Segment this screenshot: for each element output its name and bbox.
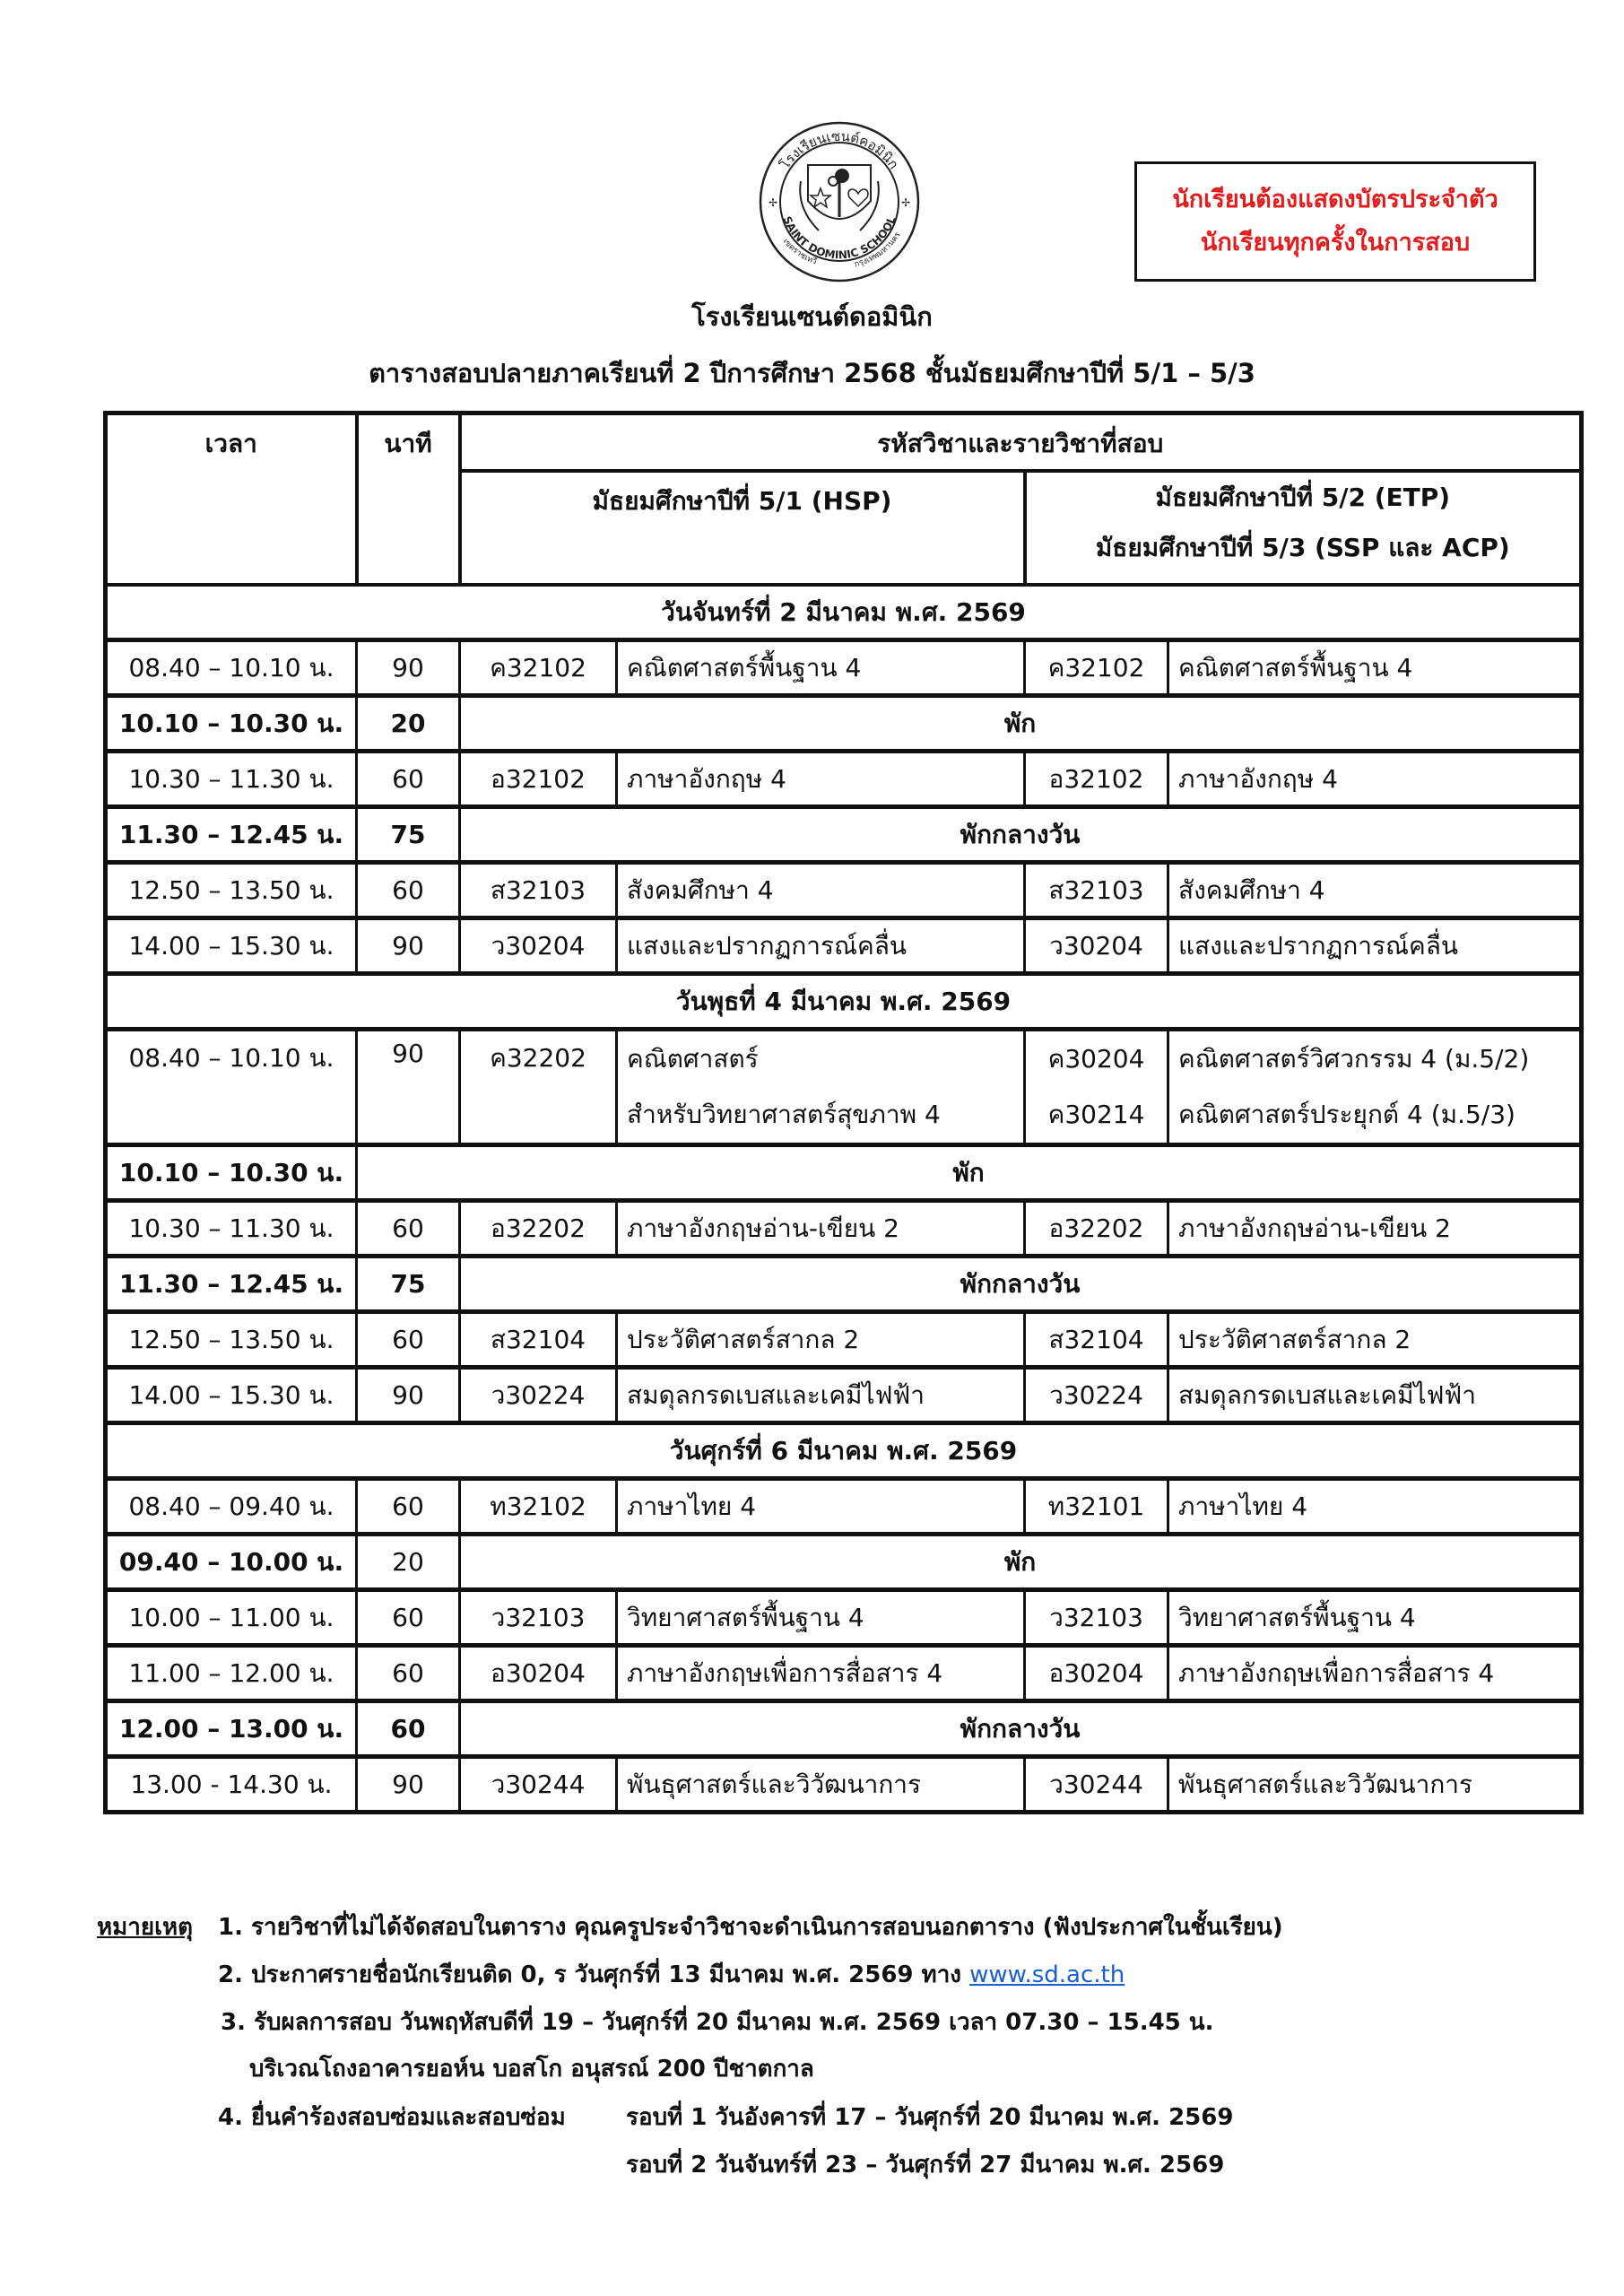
subject-code-5-2-5-3: ค32102 bbox=[1025, 640, 1168, 696]
subject-name-5-1-line-2: สำหรับวิทยาศาสตร์สุขภาพ 4 bbox=[627, 1100, 941, 1129]
group-header-5-2: มัธยมศึกษาปีที่ 5/2 (ETP) bbox=[1155, 482, 1451, 512]
header-row bbox=[106, 413, 1582, 471]
day-header-row bbox=[106, 974, 1582, 1030]
subject-name-5-2-5-3 bbox=[1168, 1030, 1582, 1145]
minutes-cell: 75 bbox=[357, 807, 460, 863]
col-header-subjects: รหัสวิชาและรายวิชาที่สอบ bbox=[460, 413, 1582, 471]
break-row bbox=[106, 1257, 1582, 1312]
minutes-cell: 60 bbox=[357, 1312, 460, 1368]
minutes-cell: 60 bbox=[357, 752, 460, 807]
svg-text:✢: ✢ bbox=[901, 196, 911, 209]
subject-code-5-1: ท32102 bbox=[460, 1479, 617, 1535]
day-header-row bbox=[106, 1423, 1582, 1479]
subject-code-5-2-5-3: ว30244 bbox=[1025, 1757, 1168, 1813]
time-cell: 10.30 – 11.30 น. bbox=[106, 1201, 357, 1257]
subject-code-5-2-5-3: ท32101 bbox=[1025, 1479, 1168, 1535]
time-cell: 09.40 – 10.00 น. bbox=[106, 1535, 357, 1590]
subject-code-5-1: ว32103 bbox=[460, 1590, 617, 1646]
subject-name-5-2-5-3: สังคมศึกษา 4 bbox=[1168, 863, 1582, 918]
subject-code-5-1: อ30204 bbox=[460, 1646, 617, 1701]
subject-code-5-2-5-3 bbox=[1025, 1030, 1168, 1145]
subject-name-5-2-5-3: ภาษาอังกฤษเพื่อการสื่อสาร 4 bbox=[1168, 1646, 1582, 1701]
notice-line-1: นักเรียนต้องแสดงบัตรประจำตัว bbox=[1172, 186, 1498, 213]
break-label: พัก bbox=[460, 1535, 1582, 1590]
subject-code-5-1: ค32102 bbox=[460, 640, 617, 696]
subject-code-5-1: ว30204 bbox=[460, 918, 617, 974]
subject-code-5-2-5-3: ส32103 bbox=[1025, 863, 1168, 918]
remark-3-line-2: บริเวณโถงอาคารยอห์น บอสโก อนุสรณ์ 200 ปีชาตกาล bbox=[249, 2056, 814, 2083]
subject-code-5-1: ว30224 bbox=[460, 1368, 617, 1423]
time-cell: 08.40 – 10.10 น. bbox=[106, 640, 357, 696]
school-name: โรงเรียนเซนต์ดอมินิก bbox=[691, 301, 933, 332]
subject-name-5-2-5-3: ภาษาอังกฤษ 4 bbox=[1168, 752, 1582, 807]
remark-1: 1. รายวิชาที่ไม่ได้จัดสอบในตาราง คุณครูประจำวิชาจะดำเนินการสอบนอกตาราง (ฟังประกาศในชั้นเรียน) bbox=[218, 1914, 1283, 1941]
remarks-label: หมายเหตุ bbox=[97, 1914, 194, 1941]
exam-row bbox=[106, 1757, 1582, 1813]
subject-name-5-1-line-1: คณิตศาสตร์ bbox=[627, 1044, 759, 1074]
subject-name-5-2-5-3: คณิตศาสตร์พื้นฐาน 4 bbox=[1168, 640, 1582, 696]
time-cell: 11.00 – 12.00 น. bbox=[106, 1646, 357, 1701]
minutes-cell: 60 bbox=[357, 1479, 460, 1535]
website-link[interactable]: www.sd.ac.th bbox=[969, 1961, 1125, 1988]
minutes-cell: 90 bbox=[357, 640, 460, 696]
id-card-notice-box bbox=[1134, 161, 1536, 282]
minutes-cell: 20 bbox=[357, 1535, 460, 1590]
subject-name-5-2-5-3: ภาษาไทย 4 bbox=[1168, 1479, 1582, 1535]
school-crest-logo bbox=[756, 118, 923, 285]
subject-name-5-1: พันธุศาสตร์และวิวัฒนาการ bbox=[617, 1757, 1025, 1813]
exam-row bbox=[106, 1312, 1582, 1368]
subject-name-5-1: สังคมศึกษา 4 bbox=[617, 863, 1025, 918]
notice-line-2: นักเรียนทุกครั้งในการสอบ bbox=[1200, 229, 1471, 257]
minutes-cell: 90 bbox=[357, 1030, 460, 1145]
time-cell: 10.00 – 11.00 น. bbox=[106, 1590, 357, 1646]
remark-4-round-1: รอบที่ 1 วันอังคารที่ 17 – วันศุกร์ที่ 20 มีนาคม พ.ศ. 2569 bbox=[626, 2104, 1234, 2131]
subject-name-5-1: ประวัติศาสตร์สากล 2 bbox=[617, 1312, 1025, 1368]
time-cell: 11.30 – 12.45 น. bbox=[106, 807, 357, 863]
subject-name-5-3: คณิตศาสตร์ประยุกต์ 4 (ม.5/3) bbox=[1178, 1100, 1515, 1129]
time-cell: 10.30 – 11.30 น. bbox=[106, 752, 357, 807]
logo-text-top: โรงเรียนเซนต์คอมินิก bbox=[777, 127, 902, 173]
subject-name-5-2-5-3: ภาษาอังกฤษอ่าน-เขียน 2 bbox=[1168, 1201, 1582, 1257]
exam-row bbox=[106, 1201, 1582, 1257]
exam-row bbox=[106, 640, 1582, 696]
subject-code-5-2-5-3: ว30224 bbox=[1025, 1368, 1168, 1423]
time-cell: 08.40 – 09.40 น. bbox=[106, 1479, 357, 1535]
subject-name-5-2-5-3: สมดุลกรดเบสและเคมีไฟฟ้า bbox=[1168, 1368, 1582, 1423]
minutes-cell: 60 bbox=[357, 1646, 460, 1701]
break-row bbox=[106, 1701, 1582, 1757]
subject-code-5-2-5-3: อ32202 bbox=[1025, 1201, 1168, 1257]
subject-name-5-2-5-3: ประวัติศาสตร์สากล 2 bbox=[1168, 1312, 1582, 1368]
break-label: พักกลางวัน bbox=[460, 1701, 1582, 1757]
exam-schedule-table bbox=[103, 411, 1584, 1814]
break-label: พักกลางวัน bbox=[460, 1257, 1582, 1312]
subject-name-5-1: ภาษาไทย 4 bbox=[617, 1479, 1025, 1535]
subject-code-5-1: ค32202 bbox=[460, 1030, 617, 1145]
minutes-cell: 90 bbox=[357, 1368, 460, 1423]
time-cell: 14.00 – 15.30 น. bbox=[106, 1368, 357, 1423]
exam-row bbox=[106, 918, 1582, 974]
minutes-cell: 60 bbox=[357, 1701, 460, 1757]
minutes-cell: 90 bbox=[357, 1757, 460, 1813]
logo-text-en: SAINT DOMINIC SCHOOL bbox=[780, 214, 899, 262]
subject-name-5-1: คณิตศาสตร์พื้นฐาน 4 bbox=[617, 640, 1025, 696]
time-cell: 14.00 – 15.30 น. bbox=[106, 918, 357, 974]
schedule-title: ตารางสอบปลายภาคเรียนที่ 2 ปีการศึกษา 2568 ชั้นมัธยมศึกษาปีที่ 5/1 – 5/3 bbox=[369, 358, 1255, 388]
day-header-row bbox=[106, 585, 1582, 640]
subject-name-5-2: คณิตศาสตร์วิศวกรรม 4 (ม.5/2) bbox=[1178, 1044, 1530, 1074]
remark-3-line-1: 3. รับผลการสอบ วันพฤหัสบดีที่ 19 – วันศุกร์ที่ 20 มีนาคม พ.ศ. 2569 เวลา 07.30 – 15.45 น. bbox=[221, 2009, 1214, 2036]
subject-code-5-2-5-3: ส32104 bbox=[1025, 1312, 1168, 1368]
minutes-cell: 60 bbox=[357, 1201, 460, 1257]
subject-name-5-1: ภาษาอังกฤษ 4 bbox=[617, 752, 1025, 807]
time-cell: 12.00 – 13.00 น. bbox=[106, 1701, 357, 1757]
subject-code-5-2-5-3: อ30204 bbox=[1025, 1646, 1168, 1701]
time-cell: 13.00 - 14.30 น. bbox=[106, 1757, 357, 1813]
subject-code-5-1: อ32202 bbox=[460, 1201, 617, 1257]
subject-name-5-1: วิทยาศาสตร์พื้นฐาน 4 bbox=[617, 1590, 1025, 1646]
break-row bbox=[106, 1145, 1582, 1201]
col-header-time: เวลา bbox=[106, 413, 357, 586]
subject-code-5-3: ค30214 bbox=[1047, 1100, 1145, 1129]
exam-row bbox=[106, 863, 1582, 918]
subject-name-5-2-5-3: พันธุศาสตร์และวิวัฒนาการ bbox=[1168, 1757, 1582, 1813]
exam-row bbox=[106, 752, 1582, 807]
remark-2 bbox=[218, 1956, 1125, 1993]
day-label: วันศุกร์ที่ 6 มีนาคม พ.ศ. 2569 bbox=[106, 1423, 1582, 1479]
group-header-5-1: มัธยมศึกษาปีที่ 5/1 (HSP) bbox=[460, 471, 1025, 585]
break-row bbox=[106, 1535, 1582, 1590]
subject-code-5-2-5-3: อ32102 bbox=[1025, 752, 1168, 807]
exam-row bbox=[106, 1646, 1582, 1701]
break-label: พัก bbox=[357, 1145, 1582, 1201]
subject-code-5-2-5-3: ว32103 bbox=[1025, 1590, 1168, 1646]
day-label: วันพุธที่ 4 มีนาคม พ.ศ. 2569 bbox=[106, 974, 1582, 1030]
minutes-cell: 90 bbox=[357, 918, 460, 974]
subject-code-5-2-5-3: ว30204 bbox=[1025, 918, 1168, 974]
remark-4-round-2: รอบที่ 2 วันจันทร์ที่ 23 – วันศุกร์ที่ 27 มีนาคม พ.ศ. 2569 bbox=[626, 2152, 1225, 2179]
minutes-cell: 20 bbox=[357, 696, 460, 752]
time-cell: 12.50 – 13.50 น. bbox=[106, 1312, 357, 1368]
exam-row bbox=[106, 1368, 1582, 1423]
minutes-cell: 60 bbox=[357, 863, 460, 918]
remark-2-text: 2. ประกาศรายชื่อนักเรียนติด 0, ร วันศุกร์ที่ 13 มีนาคม พ.ศ. 2569 ทาง bbox=[218, 1961, 961, 1988]
break-row bbox=[106, 807, 1582, 863]
time-cell: 10.10 – 10.30 น. bbox=[106, 696, 357, 752]
day-label: วันจันทร์ที่ 2 มีนาคม พ.ศ. 2569 bbox=[106, 585, 1582, 640]
logo-text-bottom-left: เขตราชเทวี bbox=[780, 237, 818, 267]
remark-4: 4. ยื่นคำร้องสอบซ่อมและสอบซ่อม bbox=[218, 2104, 566, 2131]
svg-text:✢: ✢ bbox=[769, 196, 778, 209]
group-header-5-2-5-3 bbox=[1025, 471, 1582, 585]
group-header-5-3: มัธยมศึกษาปีที่ 5/3 (SSP และ ACP) bbox=[1095, 532, 1510, 562]
subject-code-5-1: ว30244 bbox=[460, 1757, 617, 1813]
time-cell: 12.50 – 13.50 น. bbox=[106, 863, 357, 918]
exam-row bbox=[106, 1030, 1582, 1145]
subject-code-5-1: อ32102 bbox=[460, 752, 617, 807]
subject-name-5-1 bbox=[617, 1030, 1025, 1145]
break-label: พัก bbox=[460, 696, 1582, 752]
subject-name-5-1: แสงและปรากฏการณ์คลื่น bbox=[617, 918, 1025, 974]
subject-code-5-1: ส32103 bbox=[460, 863, 617, 918]
exam-row bbox=[106, 1479, 1582, 1535]
subject-name-5-2-5-3: แสงและปรากฏการณ์คลื่น bbox=[1168, 918, 1582, 974]
time-cell: 08.40 – 10.10 น. bbox=[106, 1030, 357, 1145]
subject-name-5-1: สมดุลกรดเบสและเคมีไฟฟ้า bbox=[617, 1368, 1025, 1423]
subject-name-5-1: ภาษาอังกฤษอ่าน-เขียน 2 bbox=[617, 1201, 1025, 1257]
break-label: พักกลางวัน bbox=[460, 807, 1582, 863]
time-cell: 11.30 – 12.45 น. bbox=[106, 1257, 357, 1312]
minutes-cell: 75 bbox=[357, 1257, 460, 1312]
exam-row bbox=[106, 1590, 1582, 1646]
time-cell: 10.10 – 10.30 น. bbox=[106, 1145, 357, 1201]
minutes-cell: 60 bbox=[357, 1590, 460, 1646]
subject-code-5-1: ส32104 bbox=[460, 1312, 617, 1368]
col-header-minutes: นาที bbox=[357, 413, 460, 586]
subject-name-5-1: ภาษาอังกฤษเพื่อการสื่อสาร 4 bbox=[617, 1646, 1025, 1701]
subject-name-5-2-5-3: วิทยาศาสตร์พื้นฐาน 4 bbox=[1168, 1590, 1582, 1646]
break-row bbox=[106, 696, 1582, 752]
logo-text-bottom-right: กรุงเทพมหานคร bbox=[853, 230, 903, 270]
subject-code-5-2: ค30204 bbox=[1047, 1044, 1145, 1074]
